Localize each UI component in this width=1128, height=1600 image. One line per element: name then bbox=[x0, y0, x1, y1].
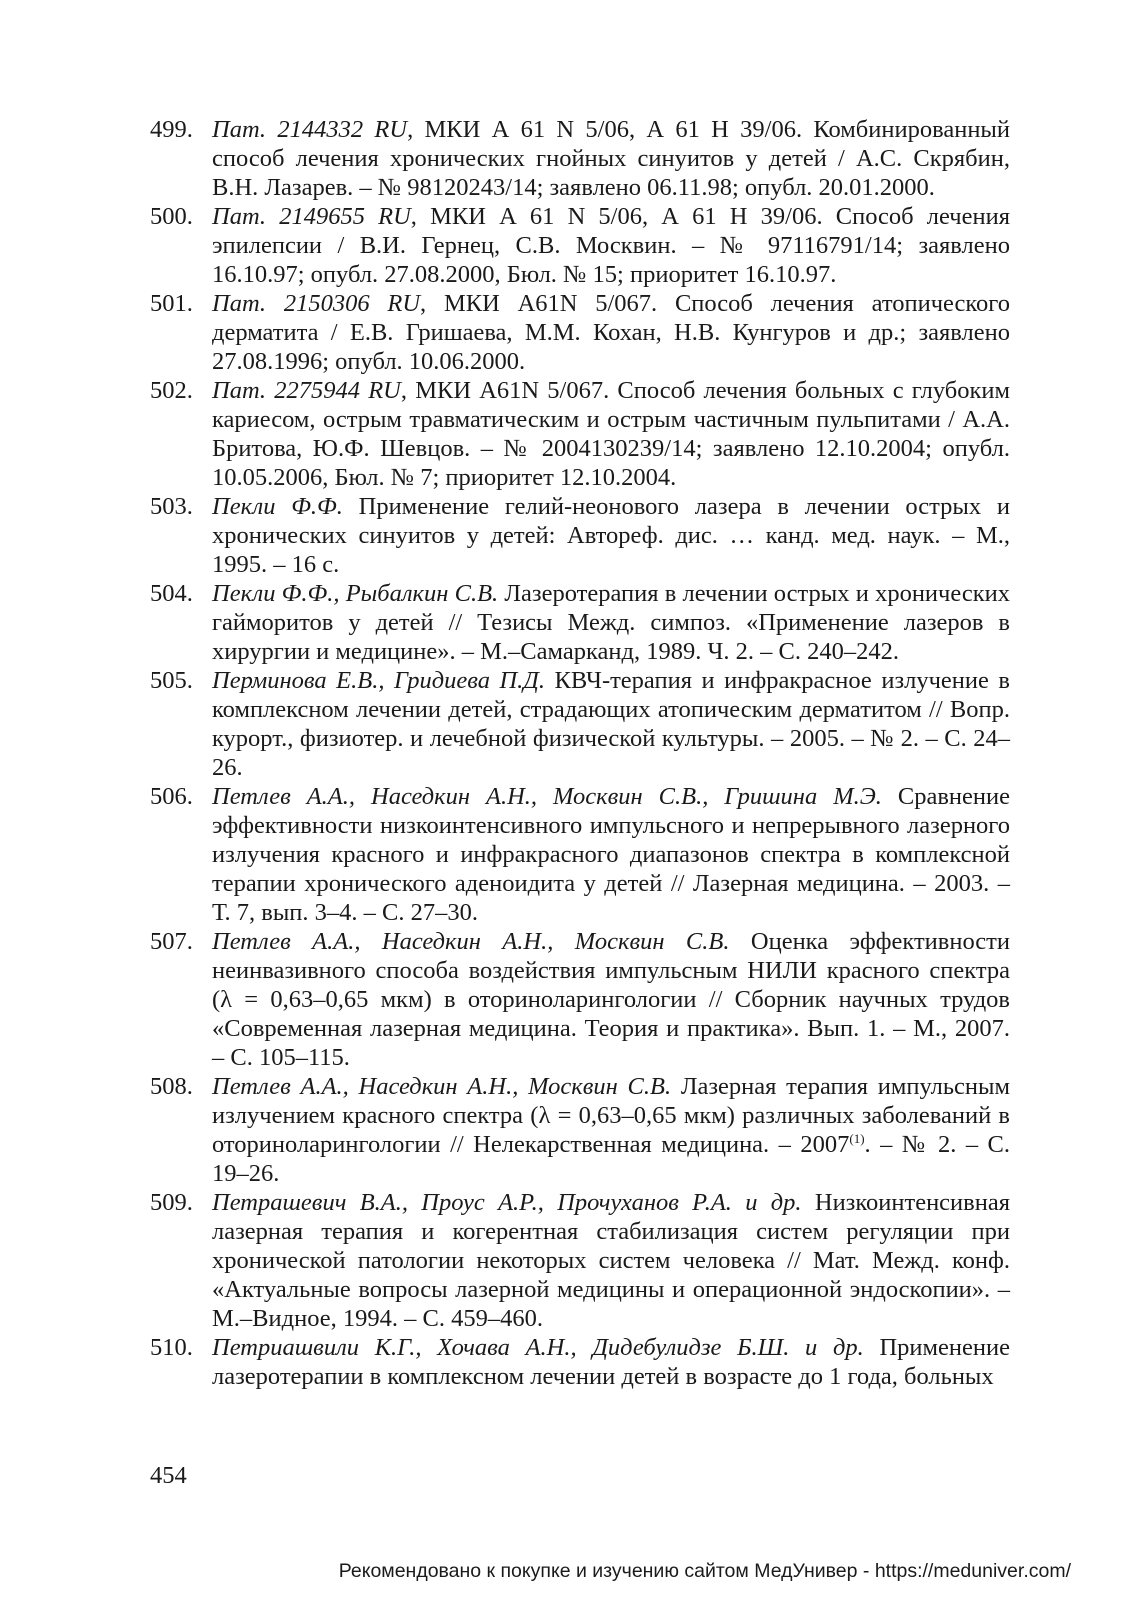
reference-number: 510. bbox=[150, 1334, 193, 1361]
reference-author: Пекли Ф.Ф. bbox=[212, 493, 343, 520]
reference-item bbox=[150, 492, 1010, 579]
reference-author: Пат. 2275944 RU bbox=[212, 377, 401, 404]
page-number: 454 bbox=[150, 1462, 187, 1489]
reference-author: Пат. 2150306 RU bbox=[212, 290, 421, 317]
reference-item bbox=[150, 376, 1010, 492]
reference-author: Пекли Ф.Ф., Рыбалкин С.В. bbox=[212, 580, 499, 607]
reference-text: Применение лазеротерапии в комплексном лечении детей в возрасте до 1 года, больных bbox=[212, 1334, 1010, 1390]
reference-author: Петлев А.А., Наседкин А.Н., Москвин С.В., Гришина М.Э. bbox=[212, 783, 882, 810]
reference-author: Петрашевич В.А., Проус А.Р., Прочуханов Р.А. и др. bbox=[212, 1189, 802, 1216]
reference-item bbox=[150, 202, 1010, 289]
reference-author: Пат. 2149655 RU bbox=[212, 203, 411, 230]
reference-text: КВЧ-терапия и инфракрасное излучение в комплексном лечении детей, страдающих атопическим дерматитом // Вопр. курорт., физиотер. и лечебной физической культуры. – 2005. – № 2. – С. 24–26. bbox=[212, 667, 1010, 781]
reference-number: 506. bbox=[150, 783, 193, 810]
reference-item bbox=[150, 289, 1010, 376]
reference-text: Применение гелий-неонового лазера в лечении острых и хронических синуитов у детей: Автореф. дис. … канд. мед. наук. – М., 1995. – 16 с. bbox=[212, 493, 1011, 578]
reference-number: 503. bbox=[150, 493, 193, 520]
reference-text: Лазерная терапия импульсным излучением красного спектра (λ = 0,63–0,65 мкм) различных заболеваний в оториноларингологии // Нелекарственная медицина. – 2007 bbox=[212, 1073, 1011, 1158]
reference-author: Пат. 2144332 RU bbox=[212, 116, 408, 143]
reference-author: Петриашвили К.Г., Хочава А.Н., Дидебулидзе Б.Ш. и др. bbox=[212, 1334, 864, 1361]
reference-text: , МКИ A61N 5/067. Способ лечения больных с глубоким кариесом, острым травматическим и острым частичным пульпитами / А.А. Бритова, Ю.Ф. Шевцов. – № 2004130239/14; заявлено 12.10.2004; опубл. 10.05.2006, Бюл. № 7; приоритет 12.10.2004. bbox=[212, 377, 1010, 491]
reference-text: Сравнение эффективности низкоинтенсивного импульсного и непрерывного лазерного излучения красного и инфракрасного диапазонов спектра в комплексной терапии хронического аденоидита у детей // Лазерная медицина. – 2003. – Т. 7, вып. 3–4. – С. 27–30. bbox=[212, 783, 1010, 926]
reference-number: 501. bbox=[150, 290, 193, 317]
reference-text: , МКИ A61N 5/067. Способ лечения атопического дерматита / Е.В. Гришаева, М.М. Кохан, Н.В. Кунгуров и др.; заявлено 27.08.1996; опубл. 10.06.2000. bbox=[212, 290, 1010, 375]
reference-number: 500. bbox=[150, 203, 193, 230]
reference-text: Оценка эффективности неинвазивного способа воздействия импульсным НИЛИ красного спектра (λ = 0,63–0,65 мкм) в оториноларингологии // Сборник научных трудов «Современная лазерная медицина. Теория и практика». Вып. 1. – М., 2007. – С. 105–115. bbox=[212, 928, 1010, 1071]
reference-number: 499. bbox=[150, 116, 193, 143]
reference-item bbox=[150, 782, 1010, 927]
reference-number: 509. bbox=[150, 1189, 193, 1216]
reference-text: , МКИ А 61 N 5/06, А 61 Н 39/06. Комбинированный способ лечения хронических гнойных синуитов у детей / А.С. Скрябин, В.Н. Лазарев. – № 98120243/14; заявлено 06.11.98; опубл. 20.01.2000. bbox=[212, 116, 1010, 201]
footer-note: Рекомендовано к покупке и изучению сайтом МедУнивер - https://meduniver.com/ bbox=[338, 1560, 1071, 1582]
reference-number: 505. bbox=[150, 667, 193, 694]
reference-number: 507. bbox=[150, 928, 193, 955]
superscript-note: (1) bbox=[849, 1130, 865, 1146]
reference-text: , МКИ А 61 N 5/06, А 61 Н 39/06. Способ лечения эпилепсии / В.И. Гернец, С.В. Москвин. – № 97116791/14; заявлено 16.10.97; опубл. 27.08.2000, Бюл. № 15; приоритет 16.10.97. bbox=[212, 203, 1010, 288]
reference-number: 508. bbox=[150, 1073, 193, 1100]
reference-list bbox=[150, 115, 1010, 1391]
reference-item bbox=[150, 1188, 1010, 1333]
reference-author: Перминова Е.В., Гридиева П.Д. bbox=[212, 667, 546, 694]
reference-number: 504. bbox=[150, 580, 193, 607]
reference-text-continued: . – № 2. – С. 19–26. bbox=[212, 1131, 1011, 1187]
reference-author: Петлев А.А., Наседкин А.Н., Москвин С.В. bbox=[212, 928, 730, 955]
reference-text: Низкоинтенсивная лазерная терапия и когерентная стабилизация систем регуляции при хронической патологии некоторых систем человека // Мат. Межд. конф. «Актуальные вопросы лазерной медицины и операционной эндоскопии». – М.–Видное, 1994. – С. 459–460. bbox=[212, 1189, 1010, 1332]
reference-item bbox=[150, 115, 1010, 202]
reference-item bbox=[150, 1333, 1010, 1391]
reference-number: 502. bbox=[150, 377, 193, 404]
reference-item bbox=[150, 666, 1010, 782]
reference-author: Петлев А.А., Наседкин А.Н., Москвин С.В. bbox=[212, 1073, 672, 1100]
reference-item bbox=[150, 579, 1010, 666]
reference-item bbox=[150, 927, 1010, 1072]
reference-item bbox=[150, 1072, 1010, 1188]
reference-text: Лазеротерапия в лечении острых и хронических гайморитов у детей // Тезисы Межд. симпоз. «Применение лазеров в хирургии и медицине». – М.–Самарканд, 1989. Ч. 2. – С. 240–242. bbox=[212, 580, 1010, 665]
